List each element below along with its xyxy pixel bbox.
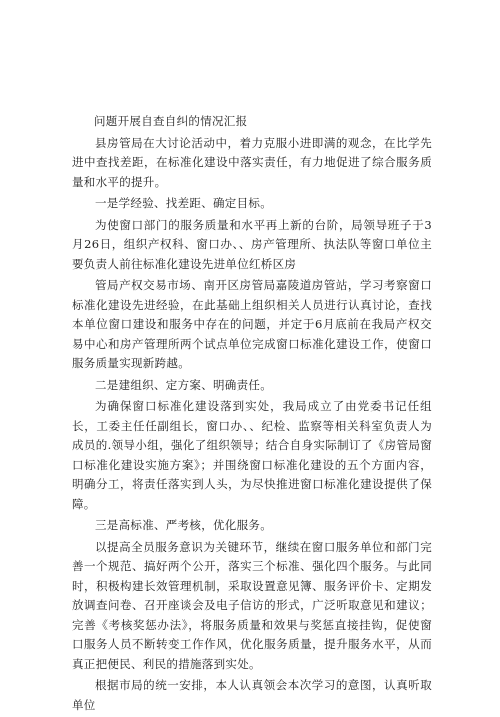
paragraph-section-3: 以提高全员服务意识为关键环节，继续在窗口服务单位和部门完善一个规范、搞好两个公开，落实三个标准、强化四个服务。与此同时，积极构建长效管理机制，采取设置意见簿、服务评价卡、定期发放调查问卷、召开座谈会及电子信访的形式，广泛听取意见和建议；完善《考核奖惩办法》，将服务质量和效果与奖惩直接挂钩，促使窗口服务人员不断转变工作作风，优化服务质量，提升服务水平，从而真正把便民、利民的措施落到实处。 xyxy=(72,539,432,671)
paragraph-section-1b: 管局产权交易市场、南开区房管局嘉陵道房管站，学习考察窗口标准化建设先进经验，在此基础上组织相关人员进行认真讨论，查找本单位窗口建设和服务中存在的问题，并定于6月底前在我局产权交易中心和房产管理所两个试点单位完成窗口标准化建设工作，使窗口服务质量实现新跨越。 xyxy=(72,278,432,370)
section-heading-1: 一是学经验、找差距、确定目标。 xyxy=(95,196,272,210)
paragraph-section-2: 为确保窗口标准化建设落到实处，我局成立了由党委书记任组长，工委主任任副组长，窗口办、、纪检、监察等相关科室负责人为成员的.领导小组，强化了组织领导；结合自身实际制订了《房管局窗口标准化建设实施方案》；并围绕窗口标准化建设的五个方面内容，明确分工，将责任落实到人头，为尽快推进窗口标准化建设提供了保障。 xyxy=(72,399,432,511)
section-heading-3: 三是高标准、严考核，优化服务。 xyxy=(95,518,272,532)
section-heading-2: 二是建组织、定方案、明确责任。 xyxy=(95,377,272,392)
paragraph-section-1a: 为使窗口部门的服务质量和水平再上新的台阶，局领导班子于3月26日，组织产权科、窗口办、、房产管理所、执法队等窗口单位主要负责人前往标准化建设先进单位红桥区房 xyxy=(72,217,432,271)
paragraph-intro: 县房管局在大讨论活动中，着力克服小进即满的观念，在比学先进中查找差距，在标准化建设中落实责任，有力地促进了综合服务质量和水平的提升。 xyxy=(72,135,432,189)
document-title: 问题开展自查自纠的情况汇报 xyxy=(94,114,248,128)
document-body xyxy=(72,112,432,717)
paragraph-closing: 根据市局的统一安排，本人认真领会本次学习的意图，认真听取单位 xyxy=(72,678,432,712)
